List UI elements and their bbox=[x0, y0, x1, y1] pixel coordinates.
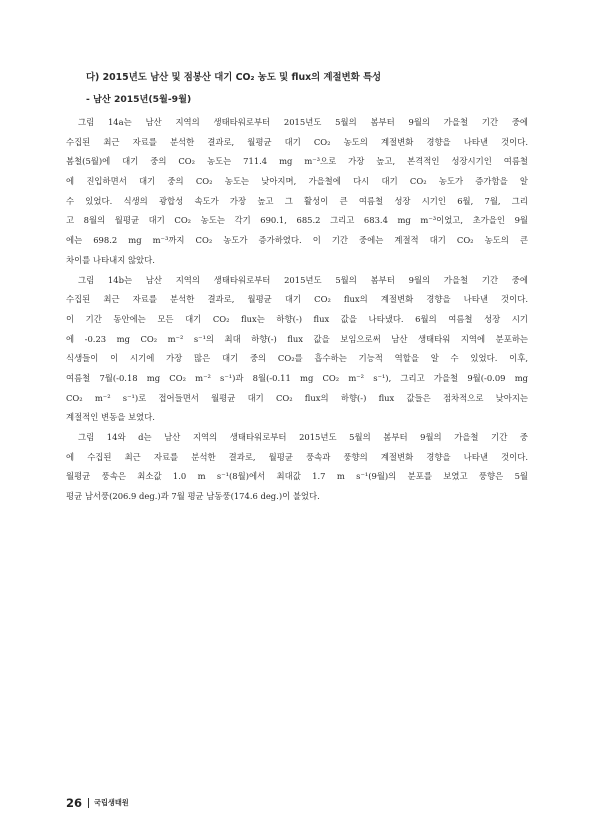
text-line: 고 8월의 월평균 대기 CO₂ 농도는 각기 690.1, 685.2 그리고 683.4 mg m⁻³이었고, 초가을인 9월 bbox=[66, 215, 528, 226]
text-line: 그림 14a는 남산 지역의 생태타워로부터 2015년도 5월의 봄부터 9월의 가을철 기간 중에 bbox=[78, 117, 528, 127]
paragraph bbox=[66, 271, 528, 429]
text-line: 수집된 최근 자료를 분석한 결과로, 월평균 대기 CO₂ 농도의 계절변화 경향을 나타낸 것이다. bbox=[66, 136, 528, 147]
text-line: CO₂ m⁻² s⁻¹)로 접어들면서 월평균 대기 CO₂ flux의 하향(-) flux 값들은 점차적으로 낮아지는 bbox=[66, 392, 528, 403]
text-line: 수집된 최근 자료를 분석한 결과로, 월평균 대기 CO₂ flux의 계절변화 경향을 나타낸 것이다. bbox=[66, 294, 528, 305]
text-line: 수 있었다. 식생의 광합성 속도가 가장 높고 그 활성이 큰 여름철 성장 시기인 6월, 7월, 그리 bbox=[66, 195, 528, 206]
text-line: 에 -0.23 mg CO₂ m⁻² s⁻¹의 최대 하향(-) flux 값을 보임으로써 남산 생태타워 지역에 분포하는 bbox=[66, 333, 528, 344]
footer-divider bbox=[88, 798, 89, 808]
page-footer bbox=[66, 794, 129, 812]
text-line: 봄철(5월)에 대기 중의 CO₂ 농도는 711.4 mg m⁻³으로 가장 높고, 본격적인 성장시기인 여름철 bbox=[66, 156, 528, 167]
text-line: 평균 남서풍(206.9 deg.)과 7월 평균 남동풍(174.6 deg.)이 불었다. bbox=[66, 491, 320, 502]
publisher-name: 국립생태원 bbox=[94, 798, 129, 807]
paragraph bbox=[66, 428, 528, 507]
text-line: 월평균 풍속은 최소값 1.0 m s⁻¹(8월)에서 최대값 1.7 m s⁻¹(9월)의 분포를 보였고 풍향은 5월 bbox=[66, 471, 528, 482]
text-line: 그림 14와 d는 남산 지역의 생태타워로부터 2015년도 5월의 봄부터 9월의 가을철 기간 중 bbox=[78, 432, 528, 442]
paragraph bbox=[66, 113, 528, 271]
text-line: 여름철 7월(-0.18 mg CO₂ m⁻² s⁻¹)과 8월(-0.11 mg CO₂ m⁻² s⁻¹), 그리고 가을철 9월(-0.09 mg bbox=[66, 372, 528, 383]
text-line: 계절적인 변동을 보였다. bbox=[66, 412, 155, 423]
page-number: 26 bbox=[66, 796, 83, 810]
text-line: 차이를 나타내지 않았다. bbox=[66, 254, 155, 265]
subsection-heading: - 남산 2015년(5월-9월) bbox=[86, 94, 192, 105]
body-text bbox=[66, 113, 528, 507]
text-line: 식생들이 이 시기에 가장 많은 대기 중의 CO₂를 흡수하는 기능적 역할을 알 수 있었다. 이후, bbox=[66, 353, 528, 364]
text-line: 에는 698.2 mg m⁻³까지 CO₂ 농도가 증가하였다. 이 기간 중에는 계절적 대기 CO₂ 농도의 큰 bbox=[66, 235, 528, 246]
text-line: 에 수집된 최근 자료를 분석한 결과로, 월평균 풍속과 풍향의 계절변화 경향을 나타낸 것이다. bbox=[66, 451, 528, 462]
text-line: 에 진입하면서 대기 중의 CO₂ 농도는 낮아지며, 가을철에 다시 대기 CO₂ 농도가 증가함을 알 bbox=[66, 176, 528, 187]
text-line: 그림 14b는 남산 지역의 생태타워로부터 2015년도 5월의 봄부터 9월의 가을철 기간 중에 bbox=[78, 274, 528, 285]
text-line: 이 기간 동안에는 모든 대기 CO₂ flux는 하향(-) flux 값을 나타냈다. 6월의 여름철 성장 시기 bbox=[66, 313, 528, 324]
section-heading: 다) 2015년도 남산 및 점봉산 대기 CO₂ 농도 및 flux의 계절변화 특성 bbox=[86, 72, 382, 83]
